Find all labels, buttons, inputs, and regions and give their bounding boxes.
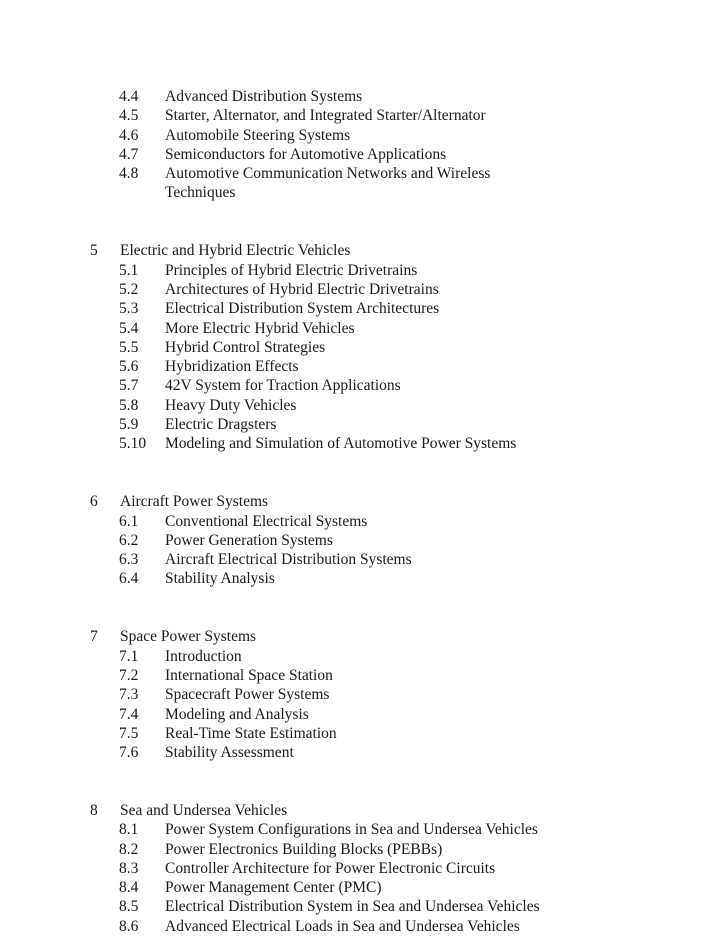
chapter-heading [0, 492, 720, 511]
entry-number: 4.8 [119, 165, 139, 183]
toc-entry [0, 415, 720, 434]
toc-entry [0, 724, 720, 743]
entry-number: 7.4 [119, 705, 139, 723]
toc-entry [0, 878, 720, 897]
toc-entry [0, 434, 720, 453]
entry-title: Advanced Electrical Loads in Sea and Undersea Vehicles [165, 917, 520, 935]
entry-title: More Electric Hybrid Vehicles [165, 319, 355, 337]
entry-number: 5.9 [119, 416, 139, 434]
entry-number: 8.1 [119, 821, 139, 839]
toc-entry [0, 376, 720, 395]
entry-number: 8.2 [119, 840, 139, 858]
entry-title: Starter, Alternator, and Integrated Starter/Alternator [165, 107, 486, 125]
chapter-title: Electric and Hybrid Electric Vehicles [120, 242, 351, 260]
section-gap [0, 589, 720, 628]
entry-number: 7.3 [119, 686, 139, 704]
entry-title: Advanced Distribution Systems [165, 88, 363, 105]
chapter-title: Sea and Undersea Vehicles [120, 801, 288, 819]
toc-entry [0, 531, 720, 550]
section-gap [0, 762, 720, 801]
entry-number: 6.4 [119, 570, 139, 588]
chapter-title: Aircraft Power Systems [120, 493, 269, 511]
toc-entry [0, 106, 720, 125]
toc-entry [0, 569, 720, 588]
toc-entry [0, 859, 720, 878]
entry-title: Automotive Communication Networks and Wireless [165, 165, 491, 183]
entry-number: 7.1 [119, 647, 139, 665]
toc-entry [0, 164, 720, 183]
chapter-title: Space Power Systems [120, 628, 257, 646]
entry-title: Aircraft Electrical Distribution Systems [165, 551, 412, 569]
entry-title: Automobile Steering Systems [165, 126, 351, 144]
entry-number: 6.1 [119, 512, 139, 530]
toc-entry [0, 87, 720, 106]
toc-entry [0, 338, 720, 357]
section-gap [0, 203, 720, 242]
toc-entry [0, 840, 720, 859]
entry-title: Power Generation Systems [165, 531, 333, 549]
chapter-number: 6 [90, 493, 98, 511]
entry-title: Architectures of Hybrid Electric Drivetrains [165, 280, 439, 298]
toc-entry [0, 917, 720, 936]
entry-title: Principles of Hybrid Electric Drivetrains [165, 261, 418, 279]
entry-number: 7.2 [119, 666, 139, 684]
entry-number: 5.7 [119, 377, 139, 395]
entry-number: 5.8 [119, 396, 139, 414]
entry-number: 5.3 [119, 300, 139, 318]
entry-number: 4.4 [119, 88, 139, 105]
chapter-number: 8 [90, 801, 98, 819]
entry-title: Hybridization Effects [165, 358, 299, 376]
entry-title: Hybrid Control Strategies [165, 338, 326, 356]
entry-number: 4.6 [119, 126, 139, 144]
entry-number: 8.6 [119, 917, 139, 935]
entry-number: 5.10 [119, 435, 147, 453]
entry-number: 5.6 [119, 358, 139, 376]
entry-number: 5.4 [119, 319, 139, 337]
toc-entry [0, 512, 720, 531]
toc-entry [0, 145, 720, 164]
entry-number: 5.1 [119, 261, 139, 279]
entry-title: Power System Configurations in Sea and Undersea Vehicles [165, 821, 538, 839]
entry-title: Stability Analysis [165, 570, 275, 588]
entry-number: 5.2 [119, 280, 139, 298]
entry-title: Electric Dragsters [165, 416, 277, 434]
toc-entry [0, 647, 720, 666]
entry-title: Electrical Distribution System Architectures [165, 300, 440, 318]
entry-title: Stability Assessment [165, 744, 294, 762]
toc-entry [0, 820, 720, 839]
entry-number: 4.7 [119, 145, 139, 163]
entry-number: 7.5 [119, 724, 139, 742]
toc-entry [0, 357, 720, 376]
toc-entry [0, 319, 720, 338]
toc-entry [0, 743, 720, 762]
entry-title: Controller Architecture for Power Electronic Circuits [165, 859, 496, 877]
toc-entry [0, 299, 720, 318]
toc-entry [0, 705, 720, 724]
entry-number: 8.5 [119, 898, 139, 916]
entry-number: 5.5 [119, 338, 139, 356]
entry-title: Techniques [165, 184, 236, 202]
toc-entry [0, 550, 720, 569]
entry-number: 6.3 [119, 551, 139, 569]
entry-number: 8.3 [119, 859, 139, 877]
toc-entry [0, 396, 720, 415]
entry-number: 8.4 [119, 879, 139, 897]
chapter-heading [0, 801, 720, 820]
toc-entry-continuation [0, 183, 720, 202]
chapter-number: 7 [90, 628, 98, 646]
toc-entry [0, 897, 720, 916]
entry-title: Semiconductors for Automotive Applications [165, 145, 447, 163]
chapter-heading [0, 241, 720, 260]
entry-title: 42V System for Traction Applications [165, 377, 401, 395]
chapter-heading [0, 627, 720, 646]
entry-title: Power Management Center (PMC) [165, 879, 382, 897]
entry-title: International Space Station [165, 666, 333, 684]
entry-title: Introduction [165, 647, 242, 665]
entry-number: 4.5 [119, 107, 139, 125]
toc-entry [0, 685, 720, 704]
entry-number: 7.6 [119, 744, 139, 762]
toc-entry [0, 280, 720, 299]
entry-title: Modeling and Simulation of Automotive Power Systems [165, 435, 517, 453]
toc-entry [0, 126, 720, 145]
entry-number: 6.2 [119, 531, 139, 549]
entry-title: Heavy Duty Vehicles [165, 396, 297, 414]
entry-title: Power Electronics Building Blocks (PEBBs) [165, 840, 443, 858]
toc-entry [0, 261, 720, 280]
chapter-number: 5 [90, 242, 98, 260]
entry-title: Conventional Electrical Systems [165, 512, 368, 530]
entry-title: Spacecraft Power Systems [165, 686, 330, 704]
section-gap [0, 454, 720, 493]
entry-title: Modeling and Analysis [165, 705, 309, 723]
entry-title: Electrical Distribution System in Sea and Undersea Vehicles [165, 898, 540, 916]
entry-title: Real-Time State Estimation [165, 724, 337, 742]
table-of-contents [0, 87, 720, 936]
toc-entry [0, 666, 720, 685]
